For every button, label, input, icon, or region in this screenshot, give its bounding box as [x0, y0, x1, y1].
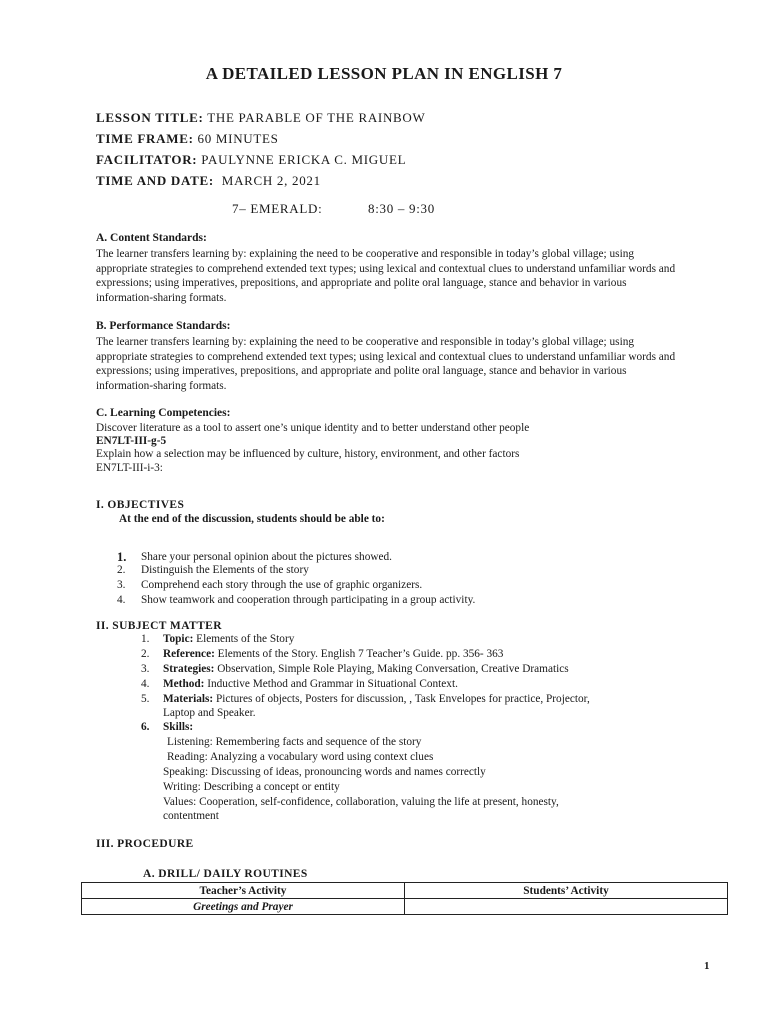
subject-matter-item [163, 693, 590, 705]
subject-matter-number: 4. [141, 678, 150, 690]
subject-matter-item [163, 663, 569, 675]
item-label: Reference: [163, 648, 215, 660]
lesson-title-label: LESSON TITLE: [96, 110, 204, 125]
objective-number: 2. [117, 564, 126, 576]
table-header-row [82, 883, 728, 899]
facilitator-label: FACILITATOR: [96, 152, 198, 167]
teacher-activity-header: Teacher’s Activity [82, 883, 405, 899]
table-cell [405, 899, 728, 915]
class-schedule: 8:30 – 9:30 [368, 201, 435, 216]
subject-matter-number: 3. [141, 663, 150, 675]
class-section: 7– EMERALD: [232, 201, 323, 216]
performance-standards-text: The learner transfers learning by: explaining the need to be cooperative and responsible in today’s global village; using appropriate strategies to comprehend extended text types; using lexical and contextual clues to understand unfamiliar words and expressions; using imperatives, prepositions, and appropriate and polite oral language, stance and behavior in various information-sharing formats. [96, 336, 676, 392]
time-date-line [96, 173, 321, 189]
objective-number: 3. [117, 579, 126, 591]
document-title: A DETAILED LESSON PLAN IN ENGLISH 7 [205, 64, 563, 83]
time-date-label: TIME AND DATE: [96, 173, 214, 188]
item-label: Materials: [163, 693, 214, 705]
time-date-value: MARCH 2, 2021 [213, 173, 321, 188]
objectives-heading: I. OBJECTIVES [96, 499, 185, 511]
performance-standards-heading: B. Performance Standards: [96, 320, 231, 332]
competency-1-code: EN7LT-III-g-5 [96, 435, 167, 447]
subject-matter-heading: II. SUBJECT MATTER [96, 620, 222, 632]
time-frame-label: TIME FRAME: [96, 131, 194, 146]
competency-2-code: EN7LT-III-i-3: [96, 462, 163, 474]
objective-item: Share your personal opinion about the pictures showed. [141, 551, 392, 563]
subject-matter-item [163, 648, 503, 660]
item-text: Pictures of objects, Posters for discussion, , Task Envelopes for practice, Projector, [213, 693, 590, 705]
item-label: Strategies: [163, 663, 215, 675]
students-activity-header: Students’ Activity [405, 883, 728, 899]
activity-table [81, 882, 728, 915]
objective-item: Comprehend each story through the use of graphic organizers. [141, 579, 423, 591]
subject-matter-item-continued: Laptop and Speaker. [163, 707, 256, 719]
subject-matter-item [163, 678, 458, 690]
objectives-intro: At the end of the discussion, students should be able to: [119, 513, 385, 525]
skill-item: contentment [163, 810, 219, 822]
facilitator-line [96, 152, 406, 168]
skill-item: Speaking: Discussing of ideas, pronouncing words and names correctly [163, 766, 486, 778]
procedure-heading: III. PROCEDURE [96, 838, 194, 850]
skill-item: Listening: Remembering facts and sequence of the story [167, 736, 422, 748]
lesson-title-value: THE PARABLE OF THE RAINBOW [203, 110, 426, 125]
objective-item: Show teamwork and cooperation through participating in a group activity. [141, 594, 476, 606]
objective-item: Distinguish the Elements of the story [141, 564, 309, 576]
item-label: Method: [163, 678, 205, 690]
facilitator-value: PAULYNNE ERICKA C. MIGUEL [197, 152, 407, 167]
lesson-title-line [96, 110, 425, 126]
subject-matter-number: 2. [141, 648, 150, 660]
table-row [82, 899, 728, 915]
skill-item: Writing: Describing a concept or entity [163, 781, 340, 793]
content-standards-text: The learner transfers learning by: explaining the need to be cooperative and responsible in today’s global village; using appropriate strategies to comprehend extended text types; using lexical and contextual clues to understand unfamiliar words and expressions; using imperatives, prepositions, and appropriate and polite oral language, stance and behavior in various information-sharing formats. [96, 248, 676, 304]
subject-matter-item [163, 633, 294, 645]
page-number: 1 [704, 960, 710, 972]
skill-item: Values: Cooperation, self-confidence, collaboration, valuing the life at present, honesty, [163, 796, 559, 808]
learning-competencies-heading: C. Learning Competencies: [96, 407, 231, 419]
item-label: Skills: [163, 721, 194, 733]
objective-number: 4. [117, 594, 126, 606]
subject-matter-number: 6. [141, 721, 150, 733]
table-cell: Greetings and Prayer [82, 899, 405, 915]
time-frame-line [96, 131, 279, 147]
content-standards-heading: A. Content Standards: [96, 232, 207, 244]
item-text: Observation, Simple Role Playing, Making Conversation, Creative Dramatics [214, 663, 569, 675]
time-frame-value: 60 MINUTES [193, 131, 279, 146]
subject-matter-number: 5. [141, 693, 150, 705]
item-label: Topic: [163, 633, 194, 645]
item-text: Elements of the Story [193, 633, 295, 645]
competency-1: Discover literature as a tool to assert one’s unique identity and to better understand other people [96, 422, 530, 434]
competency-2: Explain how a selection may be influenced by culture, history, environment, and other factors [96, 448, 520, 460]
skill-item: Reading: Analyzing a vocabulary word using context clues [167, 751, 434, 763]
objective-number: 1. [117, 550, 127, 564]
subject-matter-number: 1. [141, 633, 150, 645]
drill-heading: A. DRILL/ DAILY ROUTINES [143, 868, 308, 880]
subject-matter-item [163, 721, 193, 733]
item-text: Elements of the Story. English 7 Teacher’s Guide. pp. 356- 363 [214, 648, 504, 660]
item-text: Inductive Method and Grammar in Situational Context. [204, 678, 458, 690]
